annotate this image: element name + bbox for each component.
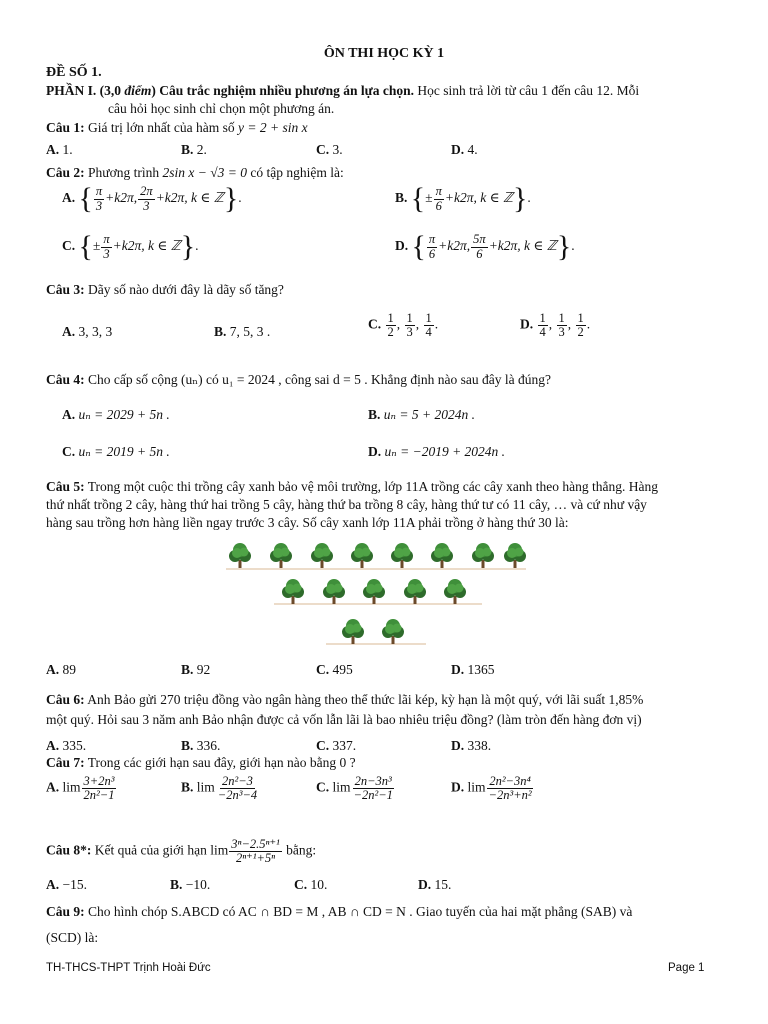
q2-option-d: D. { $\frac{\pi}{6}$ +k2π, $\frac{5\pi}{6}$ +k2π, k ∈ ℤ}. <box>395 230 575 263</box>
page-title: ÔN THI HỌC KỲ 1 <box>323 46 445 61</box>
q6-option-c: C. 337. <box>316 738 357 753</box>
q1-option-c: C. 3. <box>316 142 343 157</box>
tree-row-1 <box>229 543 526 568</box>
tree-rows-drawing <box>226 538 526 650</box>
exam-number: ĐỀ SỐ 1. <box>46 65 102 80</box>
question-4: Câu 4: Cho cấp số cộng (uₙ) có u₁ = 2024 , công sai d = 5 . Khẳng định nào sau đây là đúng? <box>46 372 551 387</box>
q8-option-c: C. 10. <box>294 877 328 892</box>
question-8: Câu 8*: Kết quả của giới hạn lim $\frac{\text{3ⁿ−2.5ⁿ⁺¹}}{\text{2ⁿ⁺¹+5ⁿ}}$ bằng: <box>46 837 317 866</box>
q3-option-c: C. $\frac{1}{2}$ , $\frac{1}{3}$ , $\frac{1}{4}$ . <box>368 311 439 340</box>
q4-option-d: D. uₙ = −2019 + 2024n . <box>368 444 506 459</box>
q3-option-b: B. 7, 5, 3 . <box>214 324 271 339</box>
q5-option-b: B. 92 <box>181 662 211 677</box>
q6-option-b: B. 336. <box>181 738 221 753</box>
question-7: Câu 7: Trong các giới hạn sau đây, giới hạn nào bằng 0 ? <box>46 755 356 770</box>
q5-option-a: A. 89 <box>46 662 76 677</box>
part1-heading: PHẦN I. (3,0 điểm) Câu trắc nghiệm nhiều phương án lựa chọn. Học sinh trả lời từ câu 1 đến câu 12. Mỗi <box>46 83 640 98</box>
tree-row-3 <box>342 619 404 644</box>
q2-option-a: A. { $\frac{\pi}{3}$ +k2π, $\frac{2\pi}{3}$ +k2π, k ∈ ℤ}. <box>62 182 242 215</box>
q7-option-b: B. lim $\frac{\text{2n²−3}}{\text{−2n³−4}}$ <box>181 774 258 803</box>
footer-school: TH-THCS-THPT Trịnh Hoài Đức <box>46 962 211 974</box>
question-5-line-2: thứ nhất trồng 2 cây, hàng thứ hai trồng 5 cây, hàng thứ ba trồng 8 cây, hàng thứ tư có 11 cây, … và cứ như vậy <box>46 497 647 512</box>
q1-option-a: A. 1. <box>46 142 73 157</box>
tree-row-2 <box>282 579 466 604</box>
q8-option-a: A. −15. <box>46 877 87 892</box>
q3-option-a: A. 3, 3, 3 <box>62 324 113 339</box>
q1-option-b: B. 2. <box>181 142 207 157</box>
footer-page-number: Page 1 <box>668 962 705 974</box>
q4-option-c: C. uₙ = 2019 + 5n . <box>62 444 170 459</box>
question-6-line-2: một quý. Hỏi sau 3 năm anh Bảo nhận được cả vốn lẫn lãi là bao nhiêu triệu đồng? (làm tròn đến hàng đơn vị) <box>46 712 642 727</box>
question-2: Câu 2: Phương trình 2sin x − √3 = 0 có tập nghiệm là: <box>46 165 344 180</box>
q6-option-d: D. 338. <box>451 738 492 753</box>
q2-option-b: B. {± $\frac{\pi}{6}$ +k2π, k ∈ ℤ}. <box>395 182 531 215</box>
q4-option-b: B. uₙ = 5 + 2024n . <box>368 407 475 422</box>
q7-option-c: C. lim $\frac{\text{2n−3n³}}{\text{−2n²−1}}$ <box>316 774 393 803</box>
q6-option-a: A. 335. <box>46 738 87 753</box>
question-5: Câu 5: Trong một cuộc thi trồng cây xanh bảo vệ môi trường, lớp 11A trồng các cây xanh theo hàng thẳng. Hàng <box>46 479 658 494</box>
question-6: Câu 6: Anh Bảo gửi 270 triệu đồng vào ngân hàng theo thể thức lãi kép, kỳ hạn là một quý, với lãi suất 1,85% <box>46 692 644 707</box>
q8-option-b: B. −10. <box>170 877 211 892</box>
q7-option-d: D. lim $\frac{\text{2n²−3n⁴}}{\text{−2n³+n²}}$ <box>451 774 532 803</box>
q7-option-a: A. lim $\frac{\text{3+2n³}}{\text{2n²−1}}$ <box>46 774 115 803</box>
question-9-line-2: (SCD) là: <box>46 930 99 945</box>
tree-rows-illustration <box>226 538 526 650</box>
q5-option-d: D. 1365 <box>451 662 495 677</box>
question-9: Câu 9: Cho hình chóp S.ABCD có AC ∩ BD = M , AB ∩ CD = N . Giao tuyến của hai mặt phẳng (SAB) và <box>46 904 633 919</box>
q3-option-d: D. $\frac{1}{4}$ , $\frac{1}{3}$ , $\frac{1}{2}$ . <box>520 311 591 340</box>
part1-instruction: câu hỏi học sinh chỉ chọn một phương án. <box>108 101 335 116</box>
q1-option-d: D. 4. <box>451 142 478 157</box>
q4-option-a: A. uₙ = 2029 + 5n . <box>62 407 170 422</box>
q8-option-d: D. 15. <box>418 877 452 892</box>
question-1: Câu 1: Giá trị lớn nhất của hàm số y = 2 + sin x <box>46 120 308 135</box>
question-3: Câu 3: Dãy số nào dưới đây là dãy số tăng? <box>46 282 284 297</box>
q5-option-c: C. 495 <box>316 662 353 677</box>
question-5-line-3: hàng sau trồng hơn hàng liền ngay trước 3 cây. Số cây xanh lớp 11A phải trồng ở hàng thứ 30 là: <box>46 515 569 530</box>
q2-option-c: C. {± $\frac{\pi}{3}$ +k2π, k ∈ ℤ}. <box>62 230 199 263</box>
